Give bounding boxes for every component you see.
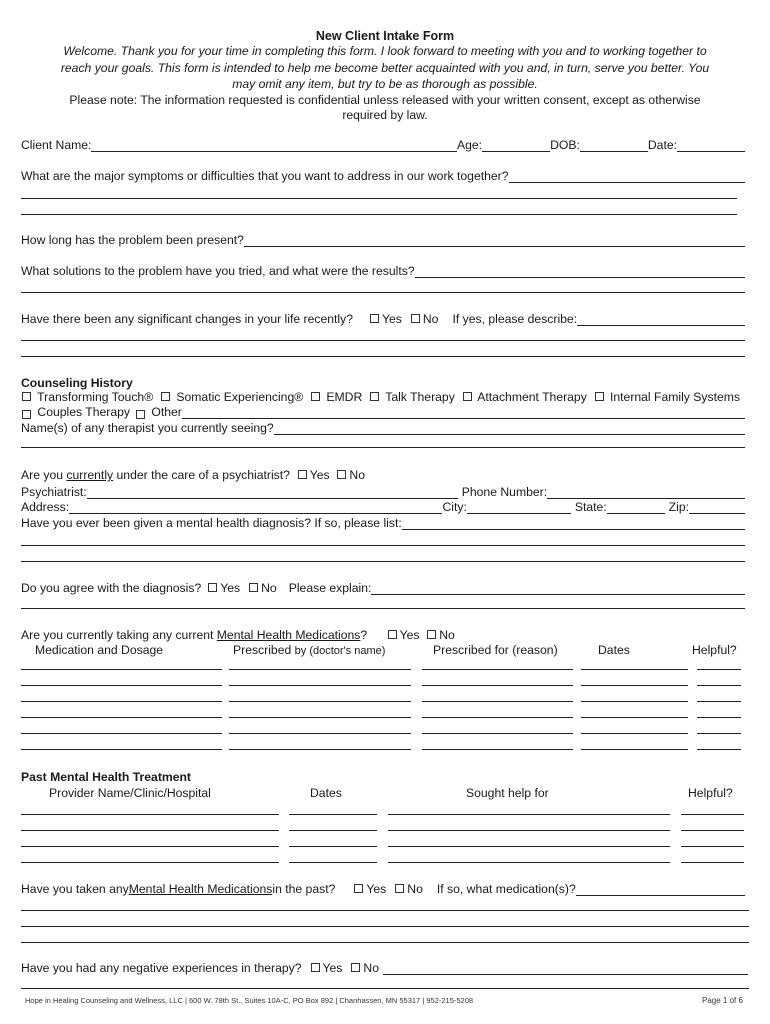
agree-yes-label: Yes [220, 581, 241, 595]
symptoms-line-2[interactable] [21, 198, 737, 199]
diagnosis-line-2[interactable] [21, 545, 745, 546]
footer-page-number: Page 1 of 6 [702, 996, 743, 1005]
past-treatment-row-2-col-3[interactable] [388, 830, 670, 831]
option-talk-therapy-label: Talk Therapy [385, 390, 455, 404]
psychiatrist-row [21, 485, 745, 499]
medication-row-3-col-3[interactable] [422, 701, 573, 702]
past-treatment-row-4-col-3[interactable] [388, 862, 670, 863]
option-other-checkbox[interactable] [136, 410, 145, 419]
medications-question-emphasis: Mental Health Medications [216, 628, 361, 642]
medication-row-1-col-1[interactable] [21, 669, 222, 670]
medication-row-4-col-5[interactable] [697, 717, 741, 718]
past-meds-line-4[interactable] [21, 942, 749, 943]
agree-no-label: No [261, 581, 277, 595]
therapist-field[interactable] [274, 423, 745, 435]
city-field[interactable] [467, 502, 571, 514]
psychiatrist-yes-checkbox[interactable] [298, 470, 307, 479]
medication-row-5-col-4[interactable] [581, 733, 688, 734]
past-meds-question-post: in the past? [272, 882, 336, 896]
col-medication-dosage: Medication and Dosage [35, 643, 164, 657]
col-past-dates: Dates [310, 786, 342, 800]
symptoms-field[interactable] [509, 171, 746, 183]
negative-yes-checkbox[interactable] [311, 963, 320, 972]
past-meds-line-3[interactable] [21, 926, 749, 927]
form-title: New Client Intake Form [315, 29, 455, 43]
medications-question-pre: Are you currently taking any current [21, 628, 217, 642]
option-ifs-label: Internal Family Systems [609, 390, 741, 404]
col-past-helpful: Helpful? [688, 786, 733, 800]
medication-row-1-col-3[interactable] [422, 669, 573, 670]
col-prescribed-for: Prescribed for (reason) [433, 643, 558, 657]
psychiatrist-field[interactable] [87, 487, 458, 499]
diagnosis-row [21, 516, 745, 530]
counseling-history-heading: Counseling History [21, 376, 133, 390]
col-prescribed-by-a: Prescribed [233, 643, 295, 657]
client-name-label: Client Name: [21, 138, 92, 152]
welcome-line-1: Welcome. Thank you for your time in completing this form. I look forward to meeting with you and to working together to [63, 44, 707, 58]
medication-row-1-col-5[interactable] [697, 669, 741, 670]
changes-line-3[interactable] [21, 356, 745, 357]
negative-yes-label: Yes [322, 961, 343, 975]
age-field[interactable] [482, 140, 550, 152]
past-treatment-row-3-col-2[interactable] [289, 846, 377, 847]
past-meds-question-pre: Have you taken any [21, 882, 129, 896]
medication-row-5-col-3[interactable] [422, 733, 573, 734]
dob-field[interactable] [580, 140, 648, 152]
col-med-dates: Dates [598, 643, 630, 657]
solutions-line-2[interactable] [21, 292, 745, 293]
diagnosis-field[interactable] [402, 518, 745, 530]
past-meds-no-checkbox[interactable] [395, 884, 404, 893]
col-sought: Sought help for [466, 786, 549, 800]
past-meds-line-2[interactable] [21, 910, 749, 911]
agree-explain-label: Please explain: [288, 581, 372, 595]
option-couples-checkbox[interactable] [22, 410, 31, 419]
diagnosis-question: Have you ever been given a mental health diagnosis? If so, please list: [21, 516, 402, 530]
medication-row-4-col-1[interactable] [21, 717, 222, 718]
welcome-line-2: reach your goals. This form is intended to help me become better acquainted with you and, in turn, serve you better. You [60, 61, 710, 75]
agree-row [21, 581, 745, 595]
medication-row-1-col-2[interactable] [229, 669, 411, 670]
note-line-2: required by law. [342, 108, 428, 122]
medication-row-2-col-5[interactable] [697, 685, 741, 686]
medications-no-label: No [439, 628, 455, 642]
welcome-line-3: may omit any item, but try to be as thorough as possible. [232, 77, 538, 91]
past-treatment-row-2-col-1[interactable] [21, 830, 279, 831]
negative-no-label: No [363, 961, 379, 975]
medication-row-3-col-2[interactable] [229, 701, 411, 702]
past-treatment-row-1-col-3[interactable] [388, 814, 670, 815]
col-prescribed-by-b: by (doctor's name) [294, 645, 386, 657]
medication-row-2-col-3[interactable] [422, 685, 573, 686]
past-treatment-row-2-col-2[interactable] [289, 830, 377, 831]
medication-row-3-col-4[interactable] [581, 701, 688, 702]
past-treatment-row-1-col-1[interactable] [21, 814, 279, 815]
medications-question-row [21, 628, 455, 642]
date-field[interactable] [677, 140, 745, 152]
footer-address: Hope in Healing Counseling and Wellness, LLC | 600 W. 78th St., Suites 10A-C, PO Box 892 | Chanhassen, MN 55317 | 952-215-5208 [25, 996, 474, 1005]
medication-row-6-col-5[interactable] [697, 749, 741, 750]
medications-no-checkbox[interactable] [427, 630, 436, 639]
medication-row-6-col-1[interactable] [21, 749, 222, 750]
other-field[interactable] [182, 407, 745, 419]
solutions-field[interactable] [415, 266, 745, 278]
col-med-helpful: Helpful? [692, 643, 737, 657]
phone-label: Phone Number: [461, 485, 548, 499]
past-treatment-row-3-col-1[interactable] [21, 846, 279, 847]
medication-row-6-col-4[interactable] [581, 749, 688, 750]
option-somatic-checkbox[interactable] [161, 392, 170, 401]
agree-no-checkbox[interactable] [249, 583, 258, 592]
medication-row-4-col-2[interactable] [229, 717, 411, 718]
psychiatrist-yes-label: Yes [309, 468, 330, 482]
option-emdr-checkbox[interactable] [311, 392, 320, 401]
symptoms-row [21, 169, 745, 183]
past-meds-no-label: No [407, 882, 423, 896]
medication-row-5-col-5[interactable] [697, 733, 741, 734]
past-treatment-heading: Past Mental Health Treatment [21, 770, 191, 784]
past-treatment-row-1-col-2[interactable] [289, 814, 377, 815]
agree-yes-checkbox[interactable] [208, 583, 217, 592]
negative-no-checkbox[interactable] [351, 963, 360, 972]
how-long-question: How long has the problem been present? [21, 233, 244, 247]
medications-yes-checkbox[interactable] [388, 630, 397, 639]
state-field[interactable] [607, 502, 665, 514]
option-emdr-label: EMDR [326, 390, 363, 404]
client-info-row [21, 138, 745, 152]
medication-row-4-col-3[interactable] [422, 717, 573, 718]
agree-line-2[interactable] [21, 608, 745, 609]
how-long-field[interactable] [244, 235, 745, 247]
psychiatrist-question-post: under the care of a psychiatrist? [113, 468, 290, 482]
past-treatment-row-2-col-4[interactable] [681, 830, 744, 831]
changes-question: Have there been any significant changes in your life recently? [21, 312, 353, 326]
zip-field[interactable] [689, 502, 745, 514]
phone-field[interactable] [547, 487, 745, 499]
changes-no-checkbox[interactable] [411, 314, 420, 323]
therapist-label: Name(s) of any therapist you currently seeing? [21, 421, 274, 435]
note-line-1: Please note: The information requested is confidential unless released with your written consent, except as otherwise [69, 93, 701, 107]
city-label: City: [442, 500, 467, 514]
medication-row-5-col-2[interactable] [229, 733, 411, 734]
client-name-field[interactable] [91, 140, 457, 152]
medication-row-1-col-4[interactable] [581, 669, 688, 670]
medication-row-6-col-2[interactable] [229, 749, 411, 750]
psychiatrist-question-emphasis: currently [66, 468, 114, 482]
col-provider: Provider Name/Clinic/Hospital [49, 786, 211, 800]
symptoms-question: What are the major symptoms or difficulties that you want to address in our work together? [21, 169, 509, 183]
medication-row-2-col-2[interactable] [229, 685, 411, 686]
option-attachment-checkbox[interactable] [463, 392, 472, 401]
past-treatment-row-3-col-3[interactable] [388, 846, 670, 847]
medication-row-2-col-1[interactable] [21, 685, 222, 686]
medication-row-3-col-5[interactable] [697, 701, 741, 702]
psychiatrist-no-checkbox[interactable] [337, 470, 346, 479]
psychiatrist-question-row [21, 468, 365, 482]
state-label: State: [574, 500, 607, 514]
past-treatment-row-3-col-4[interactable] [681, 846, 744, 847]
option-transforming-touch-checkbox[interactable] [22, 392, 31, 401]
medications-question-post: ? [360, 628, 368, 642]
age-label: Age: [456, 138, 483, 152]
agree-explain-field[interactable] [371, 583, 745, 595]
option-attachment-label: Attachment Therapy [477, 390, 587, 404]
medications-yes-label: Yes [399, 628, 420, 642]
past-treatment-row-4-col-4[interactable] [681, 862, 744, 863]
medication-row-5-col-1[interactable] [21, 733, 222, 734]
negative-question: Have you had any negative experiences in therapy? [21, 961, 302, 975]
dob-label: DOB: [550, 138, 580, 152]
changes-yes-label: Yes [381, 312, 402, 326]
counseling-options-row-2 [21, 405, 745, 419]
address-label: Address: [21, 500, 70, 514]
past-meds-row [21, 882, 745, 896]
past-meds-yes-label: Yes [366, 882, 387, 896]
past-meds-question-emphasis: Mental Health Medications [128, 882, 273, 896]
symptoms-line-3[interactable] [21, 214, 737, 215]
solutions-question: What solutions to the problem have you tried, and what were the results? [21, 264, 415, 278]
past-treatment-row-1-col-4[interactable] [681, 814, 744, 815]
changes-row [21, 312, 745, 326]
changes-line-2[interactable] [21, 340, 745, 341]
therapist-line-2[interactable] [21, 447, 745, 448]
col-prescribed-by [233, 643, 385, 657]
agree-question: Do you agree with the diagnosis? [21, 581, 202, 595]
zip-label: Zip: [668, 500, 689, 514]
date-label: Date: [647, 138, 677, 152]
past-meds-which-label: If so, what medication(s)? [436, 882, 576, 896]
negative-field[interactable] [383, 963, 748, 975]
psychiatrist-no-label: No [349, 468, 365, 482]
option-couples-label: Couples Therapy [37, 405, 130, 419]
medication-row-3-col-1[interactable] [21, 701, 222, 702]
changes-field[interactable] [577, 314, 745, 326]
therapist-row [21, 421, 745, 435]
negative-row [21, 961, 748, 975]
medication-row-4-col-4[interactable] [581, 717, 688, 718]
address-row [21, 500, 745, 514]
medication-row-2-col-4[interactable] [581, 685, 688, 686]
option-other-label: Other [151, 405, 182, 419]
address-field[interactable] [69, 502, 442, 514]
past-treatment-row-4-col-2[interactable] [289, 862, 377, 863]
solutions-row [21, 264, 745, 278]
option-transforming-touch-label: Transforming Touch® [37, 390, 154, 404]
changes-yes-checkbox[interactable] [370, 314, 379, 323]
changes-describe-label: If yes, please describe: [452, 312, 578, 326]
option-ifs-checkbox[interactable] [595, 392, 604, 401]
counseling-options-row-1 [21, 390, 740, 404]
medication-row-6-col-3[interactable] [422, 749, 573, 750]
how-long-row [21, 233, 745, 247]
past-treatment-row-4-col-1[interactable] [21, 862, 279, 863]
option-talk-therapy-checkbox[interactable] [370, 392, 379, 401]
negative-line-2[interactable] [21, 988, 749, 989]
option-somatic-label: Somatic Experiencing® [176, 390, 304, 404]
psychiatrist-question-pre: Are you [21, 468, 67, 482]
psychiatrist-label: Psychiatrist: [21, 485, 87, 499]
diagnosis-line-3[interactable] [21, 561, 745, 562]
changes-no-label: No [422, 312, 439, 326]
past-meds-yes-checkbox[interactable] [354, 884, 363, 893]
past-meds-field[interactable] [576, 884, 745, 896]
